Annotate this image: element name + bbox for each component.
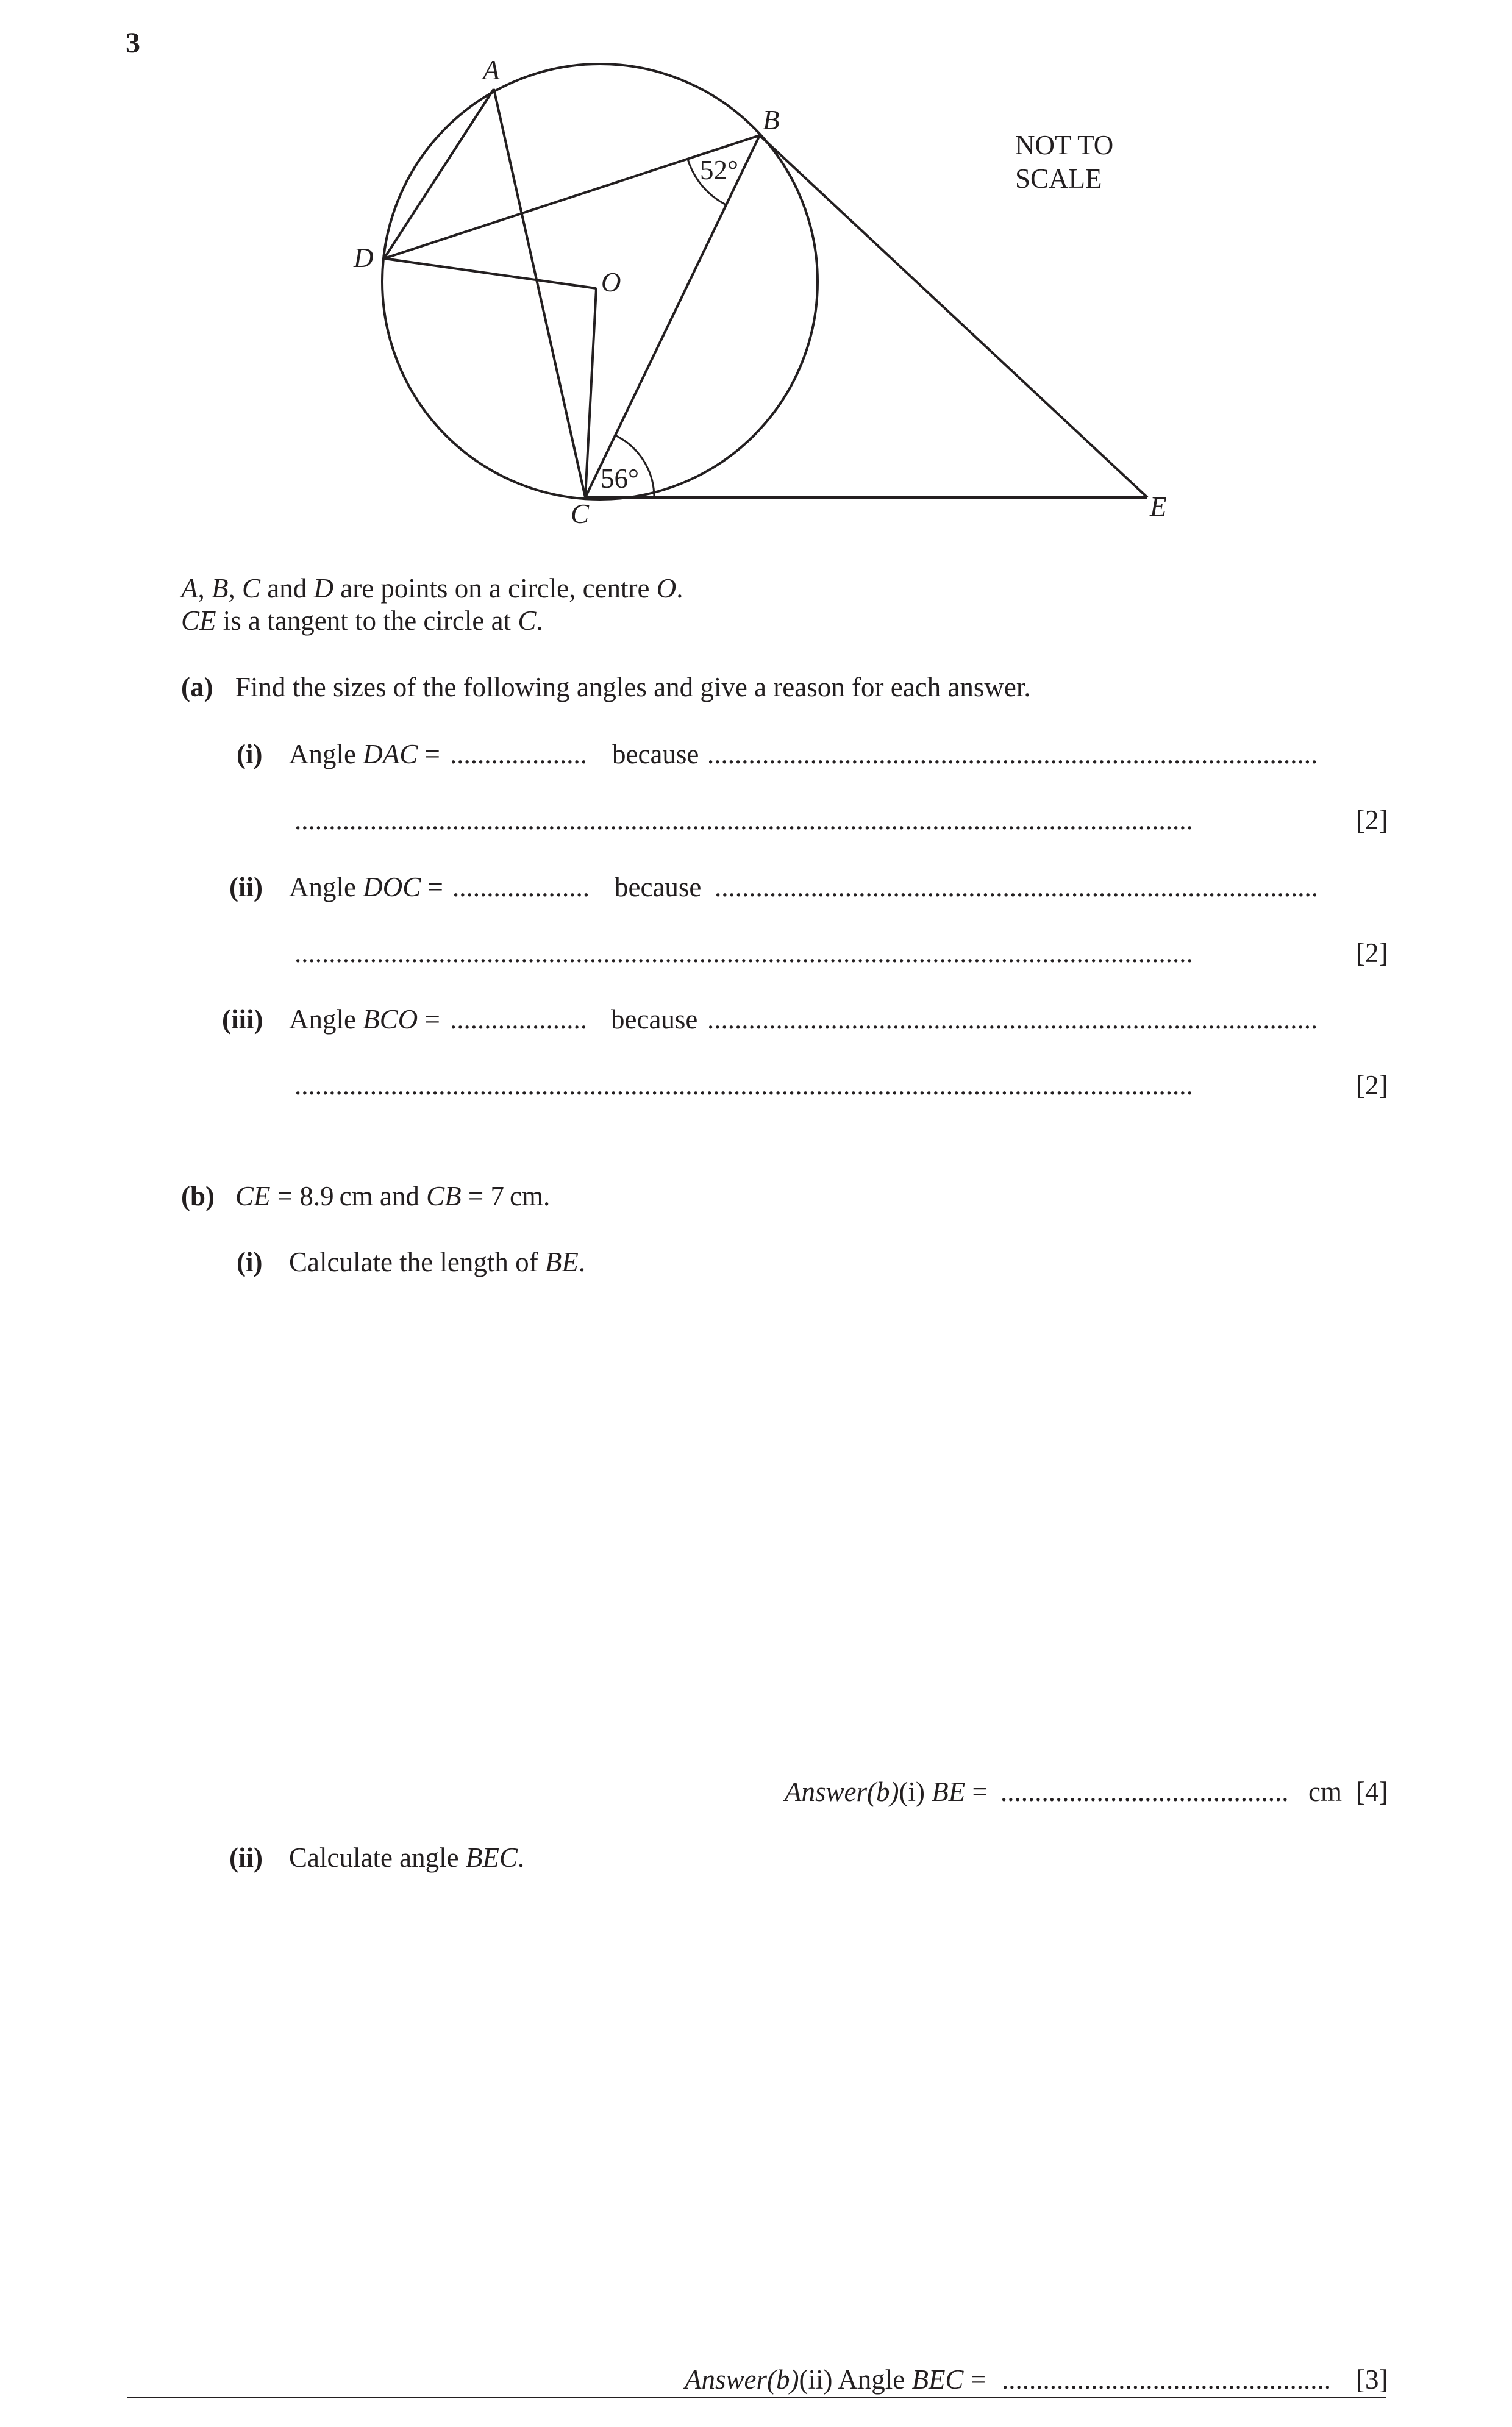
part-a-iii-because: because: [611, 1004, 698, 1035]
part-a-iii-marks: [2]: [1356, 1070, 1388, 1100]
part-a-ii-marks: [2]: [1356, 938, 1388, 968]
not-to-scale-line2: SCALE: [1015, 163, 1102, 194]
part-a-instruction: Find the sizes of the following angles and give a reason for each answer.: [235, 672, 1031, 702]
angle-label-C: 56°: [601, 463, 639, 494]
intro-line-1: A, B, C and D are points on a circle, centre O.: [181, 573, 683, 604]
footer-rule: [127, 2397, 1386, 2398]
part-b-i-marks: [4]: [1356, 1777, 1388, 1807]
part-a-iii-reason-field-2[interactable]: ...................................................................................................................................: [294, 1070, 1193, 1100]
circle-outline: [382, 64, 818, 499]
part-b-ii-question: Calculate angle BEC.: [289, 1842, 525, 1873]
chord-BC: [585, 135, 760, 497]
part-b-i-unit: cm: [1308, 1777, 1342, 1807]
chord-AC: [494, 89, 585, 497]
part-a-ii-answer-field[interactable]: ....................: [452, 872, 590, 902]
label-D: D: [354, 243, 374, 273]
part-b-i-answer-field[interactable]: ..........................................: [1000, 1777, 1289, 1807]
part-a-ii-because: because: [615, 872, 702, 902]
label-E: E: [1150, 491, 1167, 522]
part-b-i-question: Calculate the length of BE.: [289, 1247, 586, 1277]
part-b-label: (b): [181, 1181, 215, 1211]
intro-line-2: CE is a tangent to the circle at C.: [181, 605, 543, 636]
part-a-iii-reason-field[interactable]: .........................................................................................: [707, 1004, 1318, 1035]
part-a-ii-angle: Angle DOC =: [289, 872, 443, 902]
part-a-i-because: because: [612, 739, 699, 769]
angle-label-B: 52°: [700, 155, 738, 185]
label-B: B: [763, 105, 780, 135]
part-a-iii-answer-field[interactable]: ....................: [450, 1004, 587, 1035]
part-b-ii-answer-field[interactable]: ................................................: [1002, 2364, 1331, 2395]
part-a-iii-angle: Angle BCO =: [289, 1004, 440, 1035]
part-a-i-reason-field-2[interactable]: ...................................................................................................................................: [294, 805, 1193, 835]
label-A: A: [483, 55, 500, 85]
part-a-iii-label: (iii): [222, 1004, 263, 1035]
question-number: 3: [126, 27, 140, 59]
part-a-i-reason-field[interactable]: .........................................................................................: [707, 739, 1318, 769]
chord-AD: [384, 89, 494, 258]
radius-OC: [585, 288, 596, 497]
part-b-ii-label: (ii): [229, 1842, 263, 1873]
label-C: C: [571, 499, 590, 529]
part-a-i-marks: [2]: [1356, 805, 1388, 835]
radius-DO: [384, 258, 596, 288]
part-b-i-label: (i): [237, 1247, 263, 1277]
part-a-ii-reason-field[interactable]: ........................................................................................: [715, 872, 1318, 902]
circle-diagram: [0, 0, 1512, 549]
part-a-i-angle: Angle DAC =: [289, 739, 440, 769]
part-a-label: (a): [181, 672, 213, 702]
label-O: O: [601, 267, 621, 298]
part-a-ii-reason-field-2[interactable]: ...................................................................................................................................: [294, 938, 1193, 968]
part-a-ii-label: (ii): [229, 872, 263, 902]
part-b-ii-marks: [3]: [1356, 2364, 1388, 2395]
chord-DB: [384, 135, 760, 258]
part-b-given: CE = 8.9 cm and CB = 7 cm.: [235, 1181, 551, 1211]
part-a-i-answer-field[interactable]: ....................: [450, 739, 587, 769]
intro-var: A: [181, 573, 198, 604]
part-b-i-answer-line: Answer(b)(i) BE =: [785, 1777, 988, 1807]
not-to-scale-line1: NOT TO: [1015, 130, 1114, 160]
part-a-i-label: (i): [237, 739, 263, 769]
part-b-ii-answer-line: Answer(b)(ii) Angle BEC =: [685, 2364, 986, 2395]
